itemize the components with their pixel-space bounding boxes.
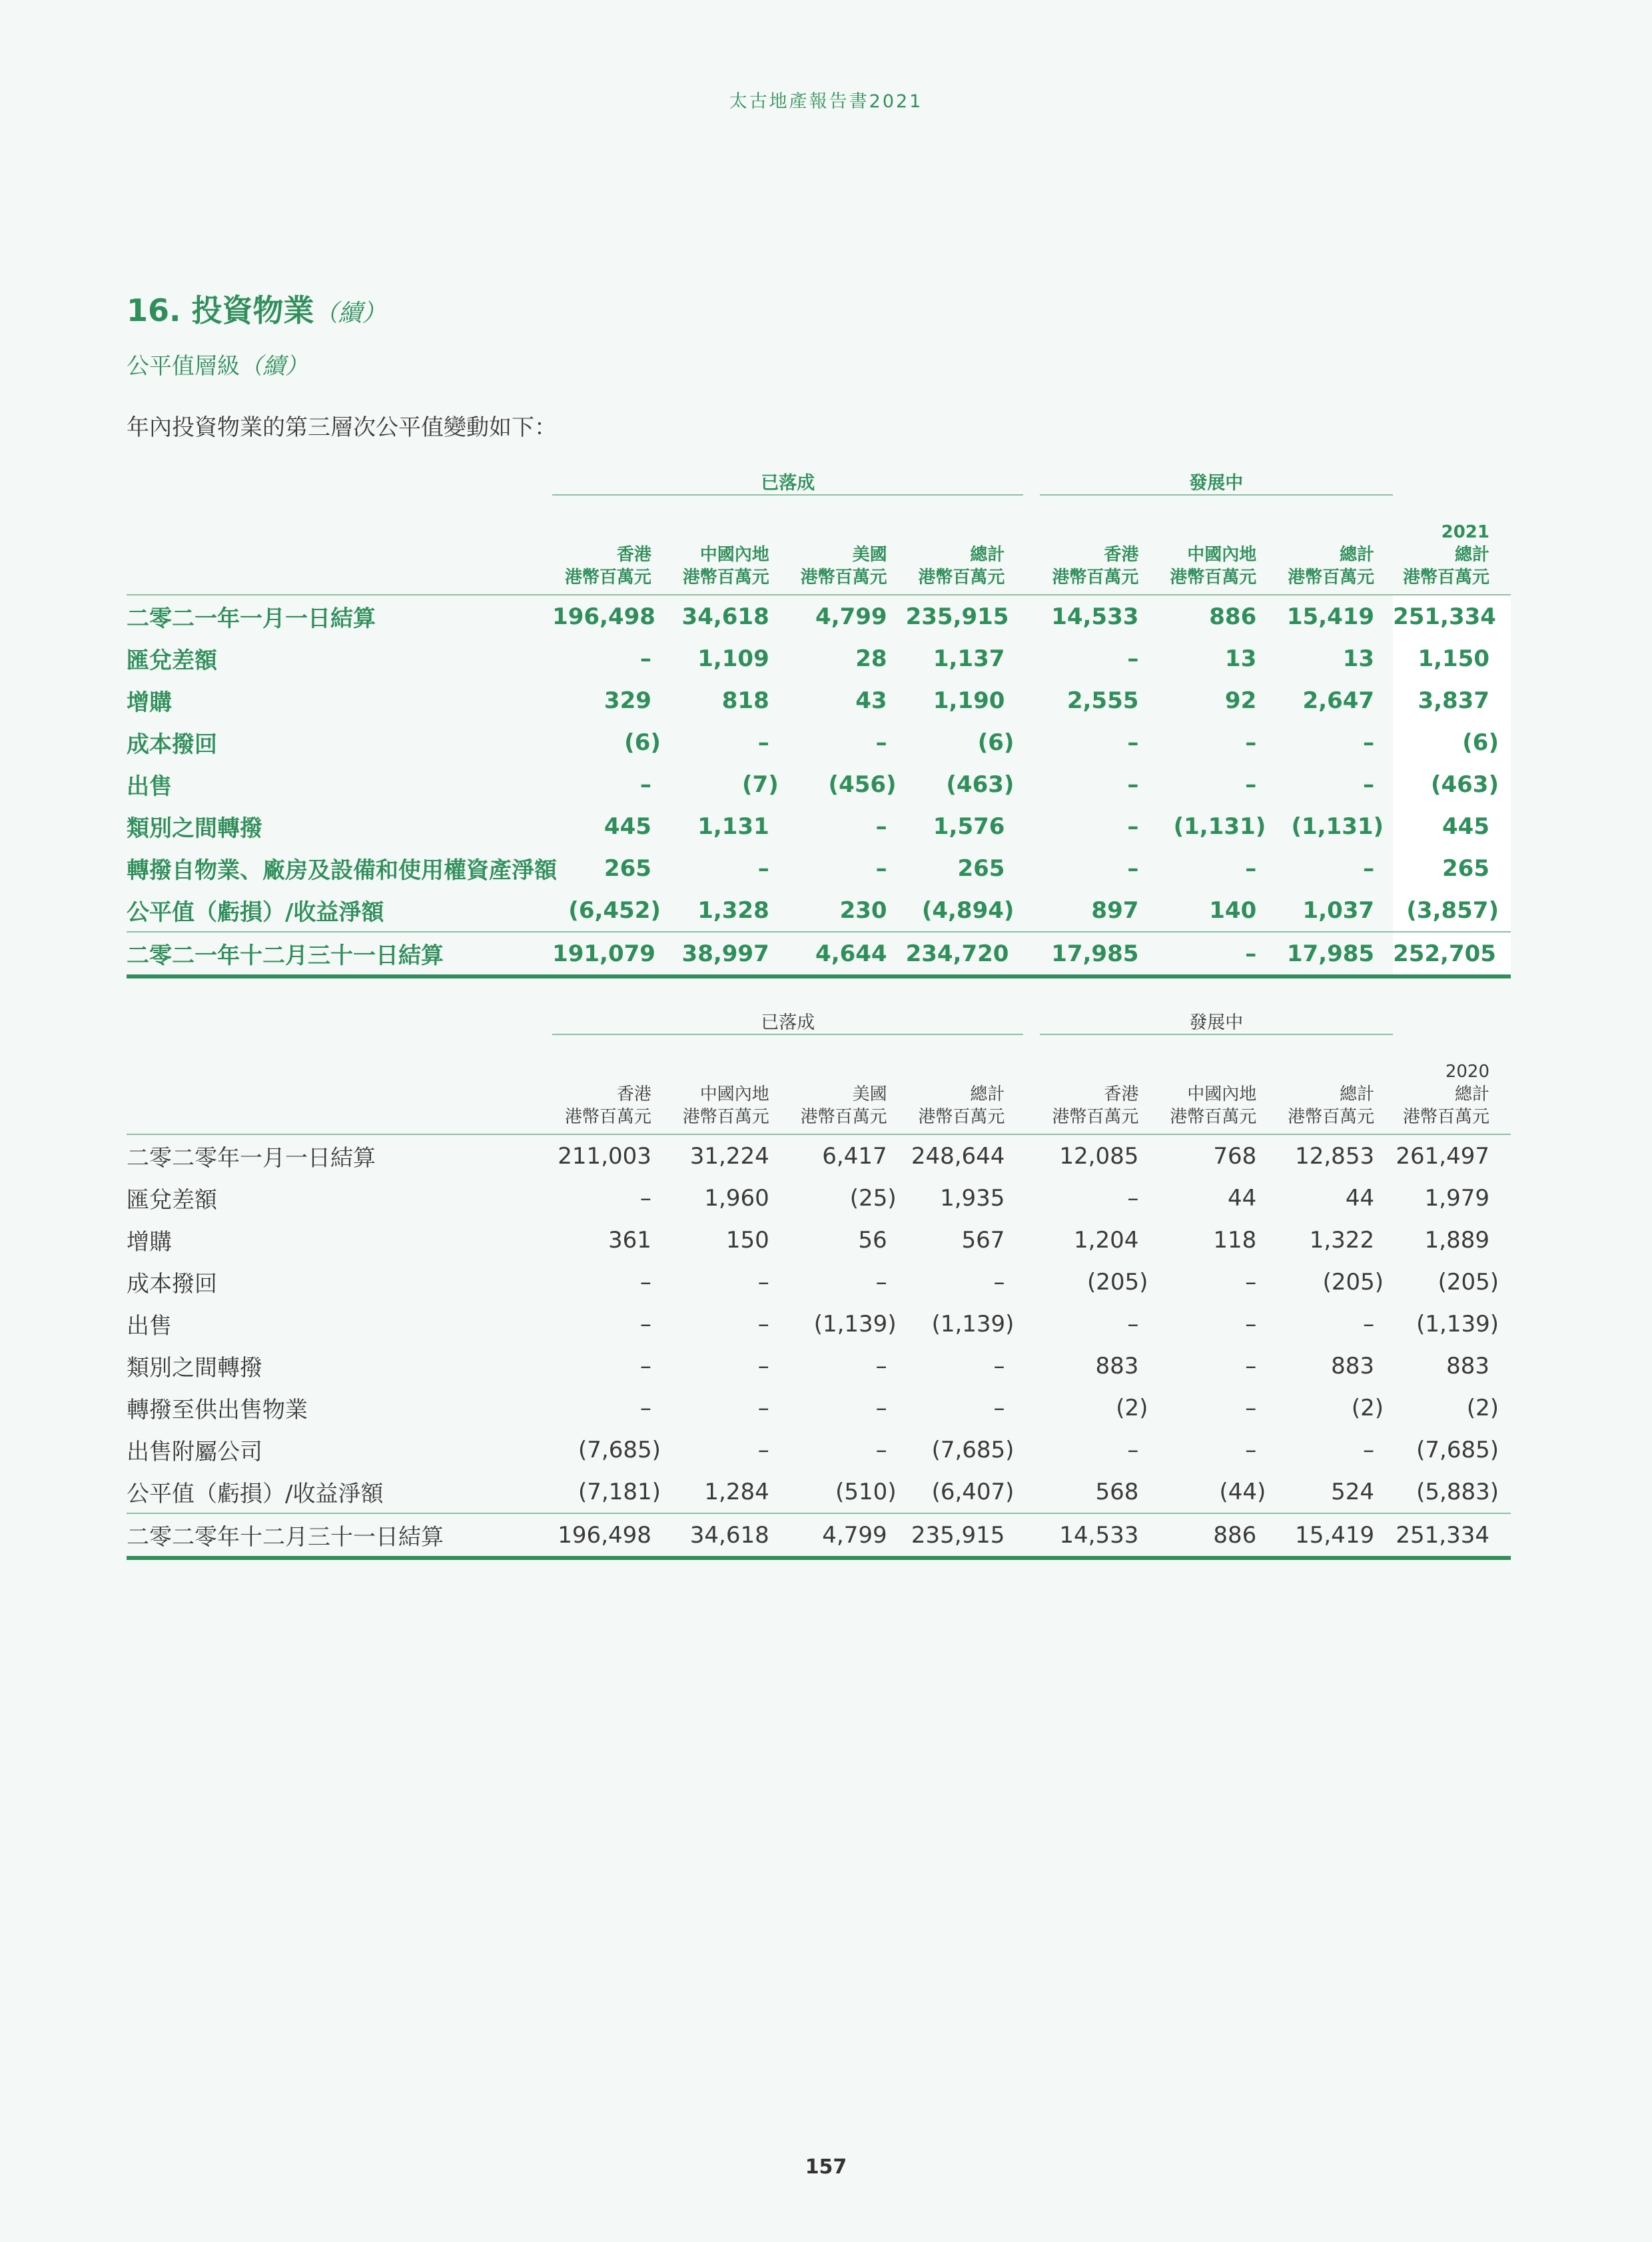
column-header-gap bbox=[1023, 495, 1039, 595]
table-row bbox=[127, 721, 1511, 763]
cell-value: 897 bbox=[1091, 897, 1139, 924]
table-row bbox=[127, 1345, 1511, 1387]
cell-value: (205) bbox=[1086, 1268, 1148, 1296]
table-row bbox=[127, 1471, 1511, 1513]
cell-value: 4,799 bbox=[788, 1513, 906, 1558]
cell-value: (7,181) bbox=[578, 1478, 661, 1505]
group-header-row bbox=[127, 465, 1511, 495]
cell-value: 524 bbox=[1331, 1478, 1375, 1505]
row-gap bbox=[1023, 1261, 1039, 1303]
section-title-text: 16. 投資物業 bbox=[127, 292, 314, 328]
group-header-development: 發展中 bbox=[1040, 1004, 1394, 1034]
table-row bbox=[127, 1219, 1511, 1261]
subsection-title bbox=[127, 348, 308, 380]
row-label: 匯兌差額 bbox=[127, 647, 217, 674]
row-label: 二零二零年十二月三十一日結算 bbox=[127, 1513, 552, 1558]
table-row bbox=[127, 1261, 1511, 1303]
table-2020 bbox=[127, 1004, 1511, 1560]
column-header-line1: 總計 bbox=[970, 545, 1005, 565]
row-gap bbox=[1023, 721, 1039, 763]
row-label: 轉撥至供出售物業 bbox=[127, 1397, 308, 1423]
column-header-blank bbox=[127, 1034, 552, 1134]
column-header-line1: 總計 bbox=[1340, 545, 1375, 565]
table-row bbox=[127, 679, 1511, 721]
cell-value: 1,328 bbox=[697, 897, 769, 924]
cell-value: 235,915 bbox=[906, 1513, 1024, 1558]
cell-value: 12,085 bbox=[1059, 1142, 1139, 1170]
column-header-line1: 香港 bbox=[1104, 545, 1139, 565]
cell-value: 252,705 bbox=[1393, 932, 1511, 976]
cell-value: – bbox=[757, 1394, 769, 1421]
table-row bbox=[127, 847, 1511, 889]
cell-value: – bbox=[1363, 771, 1375, 798]
cell-value: 13 bbox=[1342, 645, 1375, 672]
cell-value: (7,685) bbox=[578, 1436, 661, 1463]
cell-value: 2,647 bbox=[1302, 687, 1375, 714]
cell-value: 1,190 bbox=[933, 687, 1005, 714]
cell-value: 1,204 bbox=[1074, 1226, 1139, 1254]
subsection-title-continued: （續） bbox=[240, 353, 308, 380]
cell-value: 1,131 bbox=[697, 813, 769, 840]
section-title-continued: （續） bbox=[314, 300, 386, 327]
column-header-line2: 港幣百萬元 bbox=[918, 567, 1005, 587]
cell-value: (1,139) bbox=[813, 1310, 897, 1337]
cell-value: 34,618 bbox=[670, 1513, 788, 1558]
column-header bbox=[670, 495, 788, 595]
cell-value: (1,139) bbox=[1416, 1310, 1499, 1337]
total-row bbox=[127, 932, 1511, 976]
row-label: 出售附屬公司 bbox=[127, 1439, 262, 1465]
row-gap bbox=[1023, 1345, 1039, 1387]
cell-value: 15,419 bbox=[1286, 603, 1375, 630]
cell-value: (1,131) bbox=[1291, 813, 1384, 840]
group-header-blank bbox=[127, 465, 552, 495]
cell-value: (6,407) bbox=[931, 1478, 1015, 1505]
cell-value: 886 bbox=[1157, 1513, 1275, 1558]
row-gap bbox=[1023, 595, 1039, 637]
cell-value: – bbox=[875, 1394, 887, 1421]
intro-paragraph: 年內投資物業的第三層次公平值變動如下： bbox=[127, 414, 557, 441]
column-header bbox=[906, 495, 1024, 595]
column-header-row bbox=[127, 495, 1511, 595]
cell-value: (2) bbox=[1116, 1394, 1148, 1421]
total-row bbox=[127, 1513, 1511, 1558]
cell-value: – bbox=[757, 1352, 769, 1379]
cell-value: 1,935 bbox=[940, 1184, 1005, 1212]
row-label: 二零二一年十二月三十一日結算 bbox=[127, 932, 552, 976]
cell-value: (2) bbox=[1351, 1394, 1384, 1421]
column-header-line1: 中國內地 bbox=[699, 545, 769, 565]
cell-value: (7,685) bbox=[1416, 1436, 1499, 1463]
cell-value: 768 bbox=[1213, 1142, 1257, 1170]
row-gap bbox=[1023, 847, 1039, 889]
cell-value: 38,997 bbox=[670, 932, 788, 976]
cell-value: – bbox=[639, 645, 651, 672]
cell-value: 265 bbox=[604, 855, 651, 882]
cell-value: 196,498 bbox=[552, 603, 655, 630]
row-gap bbox=[1023, 679, 1039, 721]
column-header bbox=[552, 1034, 670, 1134]
cell-value: – bbox=[875, 1436, 887, 1463]
table-row bbox=[127, 763, 1511, 805]
column-header-line1: 總計 bbox=[1454, 545, 1489, 565]
cell-value: 31,224 bbox=[689, 1142, 769, 1170]
table-row bbox=[127, 637, 1511, 679]
column-header-line2: 港幣百萬元 bbox=[564, 567, 651, 587]
cell-value: (6) bbox=[977, 729, 1015, 756]
cell-value: (205) bbox=[1438, 1268, 1499, 1296]
cell-value: 14,533 bbox=[1040, 1513, 1158, 1558]
table-row bbox=[127, 805, 1511, 847]
column-header-line2: 港幣百萬元 bbox=[1402, 567, 1489, 587]
cell-value: 818 bbox=[721, 687, 769, 714]
cell-value: 251,334 bbox=[1393, 1513, 1511, 1558]
cell-value: – bbox=[757, 1310, 769, 1337]
cell-value: – bbox=[875, 1352, 887, 1379]
column-header-line2: 港幣百萬元 bbox=[1052, 1107, 1139, 1127]
row-gap bbox=[1023, 1513, 1039, 1558]
cell-value: 567 bbox=[961, 1226, 1005, 1254]
cell-value: – bbox=[875, 855, 887, 882]
cell-value: – bbox=[993, 1394, 1005, 1421]
group-header-blank bbox=[1393, 1004, 1511, 1034]
column-header-line2: 港幣百萬元 bbox=[800, 1107, 887, 1127]
cell-value: – bbox=[757, 855, 769, 882]
group-header-blank bbox=[127, 1004, 552, 1034]
column-header bbox=[1157, 1034, 1275, 1134]
column-header-line1: 總計 bbox=[1340, 1084, 1375, 1104]
cell-value: – bbox=[639, 771, 651, 798]
cell-value: 886 bbox=[1209, 603, 1257, 630]
column-header-year: 2020 bbox=[1445, 1062, 1489, 1082]
column-header-line2: 港幣百萬元 bbox=[1170, 567, 1257, 587]
column-header-line2: 港幣百萬元 bbox=[1402, 1107, 1489, 1127]
cell-value: 1,109 bbox=[697, 645, 769, 672]
cell-value: 1,960 bbox=[704, 1184, 769, 1212]
group-header-gap bbox=[1023, 465, 1039, 495]
cell-value: – bbox=[757, 1268, 769, 1296]
cell-value: (7,685) bbox=[931, 1436, 1015, 1463]
cell-value: (6) bbox=[624, 729, 661, 756]
cell-value: – bbox=[639, 1394, 651, 1421]
cell-value: 1,322 bbox=[1309, 1226, 1375, 1254]
table-2021 bbox=[127, 465, 1511, 978]
cell-value: 883 bbox=[1446, 1352, 1489, 1379]
row-gap bbox=[1023, 763, 1039, 805]
cell-value: 118 bbox=[1213, 1226, 1257, 1254]
row-gap bbox=[1023, 1177, 1039, 1219]
cell-value: – bbox=[1245, 729, 1257, 756]
cell-value: (510) bbox=[835, 1478, 897, 1505]
table-row bbox=[127, 1134, 1511, 1177]
column-header-line1: 香港 bbox=[616, 545, 651, 565]
cell-value: 44 bbox=[1227, 1184, 1257, 1212]
cell-value: 883 bbox=[1095, 1352, 1139, 1379]
cell-value: (7) bbox=[742, 771, 779, 798]
group-header-development: 發展中 bbox=[1040, 465, 1394, 495]
cell-value: – bbox=[757, 1436, 769, 1463]
cell-value: – bbox=[875, 813, 887, 840]
row-gap bbox=[1023, 1134, 1039, 1177]
cell-value: (25) bbox=[849, 1184, 897, 1212]
column-header-line2: 港幣百萬元 bbox=[1288, 567, 1375, 587]
cell-value: – bbox=[639, 1352, 651, 1379]
row-gap bbox=[1023, 1303, 1039, 1345]
cell-value: 234,720 bbox=[906, 932, 1024, 976]
cell-value: 568 bbox=[1095, 1478, 1139, 1505]
cell-value: (44) bbox=[1219, 1478, 1266, 1505]
cell-value: – bbox=[639, 1310, 651, 1337]
column-header bbox=[1275, 1034, 1393, 1134]
row-label: 增購 bbox=[127, 689, 172, 716]
column-header bbox=[1157, 495, 1275, 595]
column-header-line2: 港幣百萬元 bbox=[1288, 1107, 1375, 1127]
cell-value: 265 bbox=[1393, 847, 1511, 889]
group-header-completed: 已落成 bbox=[552, 1004, 1023, 1034]
cell-value: (3,857) bbox=[1393, 889, 1511, 932]
cell-value: – bbox=[1245, 1394, 1257, 1421]
cell-value: 230 bbox=[839, 897, 887, 924]
table-row bbox=[127, 595, 1511, 637]
cell-value: – bbox=[1245, 1436, 1257, 1463]
cell-value: 1,137 bbox=[933, 645, 1005, 672]
cell-value: – bbox=[1363, 1436, 1375, 1463]
row-label: 出售 bbox=[127, 1313, 172, 1339]
row-gap bbox=[1023, 1387, 1039, 1429]
column-header bbox=[1040, 495, 1158, 595]
cell-value: – bbox=[1245, 855, 1257, 882]
cell-value: 1,889 bbox=[1424, 1226, 1489, 1254]
cell-value: 445 bbox=[604, 813, 651, 840]
cell-value: – bbox=[639, 1184, 651, 1212]
cell-value: 361 bbox=[608, 1226, 651, 1254]
column-header bbox=[1393, 495, 1511, 595]
column-header-line2: 港幣百萬元 bbox=[682, 567, 769, 587]
column-header bbox=[788, 1034, 906, 1134]
column-header-line1: 中國內地 bbox=[1187, 1084, 1257, 1104]
cell-value: 34,618 bbox=[681, 603, 769, 630]
group-header-completed: 已落成 bbox=[552, 465, 1023, 495]
column-header bbox=[788, 495, 906, 595]
cell-value: – bbox=[1245, 1352, 1257, 1379]
cell-value: 6,417 bbox=[822, 1142, 887, 1170]
column-header-line2: 港幣百萬元 bbox=[918, 1107, 1005, 1127]
section-title bbox=[127, 286, 386, 330]
cell-value: – bbox=[1127, 813, 1139, 840]
cell-value: 1,150 bbox=[1393, 637, 1511, 679]
subsection-title-text: 公平值層級 bbox=[127, 353, 240, 380]
cell-value: – bbox=[1127, 771, 1139, 798]
cell-value: – bbox=[993, 1268, 1005, 1296]
row-label: 二零二一年一月一日結算 bbox=[127, 605, 376, 632]
row-gap bbox=[1023, 805, 1039, 847]
cell-value: – bbox=[1363, 729, 1375, 756]
cell-value: – bbox=[1127, 1310, 1139, 1337]
column-header-blank bbox=[127, 495, 552, 595]
cell-value: – bbox=[1363, 1310, 1375, 1337]
cell-value: – bbox=[993, 1352, 1005, 1379]
cell-value: – bbox=[1245, 771, 1257, 798]
cell-value: 44 bbox=[1345, 1184, 1375, 1212]
cell-value: 13 bbox=[1224, 645, 1257, 672]
row-gap bbox=[1023, 1429, 1039, 1471]
row-label: 公平值（虧損）/收益淨額 bbox=[127, 899, 384, 926]
group-header-blank bbox=[1393, 465, 1511, 495]
column-header-line2: 港幣百萬元 bbox=[682, 1107, 769, 1127]
cell-value: (1,139) bbox=[931, 1310, 1015, 1337]
cell-value: 211,003 bbox=[558, 1142, 651, 1170]
cell-value: (463) bbox=[946, 771, 1015, 798]
cell-value: 4,799 bbox=[815, 603, 887, 630]
row-label: 匯兌差額 bbox=[127, 1187, 217, 1214]
cell-value: 261,497 bbox=[1396, 1142, 1489, 1170]
column-header bbox=[1393, 1034, 1511, 1134]
cell-value: – bbox=[875, 729, 887, 756]
row-gap bbox=[1023, 637, 1039, 679]
cell-value: 140 bbox=[1209, 897, 1257, 924]
cell-value: 248,644 bbox=[911, 1142, 1005, 1170]
cell-value: 1,037 bbox=[1302, 897, 1375, 924]
column-header-line1: 美國 bbox=[852, 1084, 887, 1104]
cell-value: 43 bbox=[855, 687, 887, 714]
running-header: 太古地產報告書2021 bbox=[729, 91, 923, 112]
cell-value: (1,131) bbox=[1173, 813, 1266, 840]
cell-value: (463) bbox=[1393, 763, 1511, 805]
table-row bbox=[127, 1387, 1511, 1429]
group-header-row bbox=[127, 1004, 1511, 1034]
cell-value: 17,985 bbox=[1275, 932, 1393, 976]
cell-value: – bbox=[1127, 855, 1139, 882]
cell-value: – bbox=[1245, 1268, 1257, 1296]
row-gap bbox=[1023, 1219, 1039, 1261]
cell-value: (6) bbox=[1393, 721, 1511, 763]
row-label: 增購 bbox=[127, 1229, 172, 1256]
cell-value: 196,498 bbox=[552, 1513, 670, 1558]
cell-value: 329 bbox=[604, 687, 651, 714]
row-label: 成本撥回 bbox=[127, 1271, 217, 1298]
row-gap bbox=[1023, 932, 1039, 976]
row-label: 轉撥自物業、廠房及設備和使用權資產淨額 bbox=[127, 857, 557, 884]
column-header-row bbox=[127, 1034, 1511, 1134]
cell-value: 265 bbox=[957, 855, 1005, 882]
cell-value: 883 bbox=[1331, 1352, 1375, 1379]
row-gap bbox=[1023, 889, 1039, 932]
column-header-line1: 中國內地 bbox=[699, 1084, 769, 1104]
cell-value: 3,837 bbox=[1393, 679, 1511, 721]
cell-value: 28 bbox=[855, 645, 887, 672]
cell-value: – bbox=[1245, 1310, 1257, 1337]
cell-value: 15,419 bbox=[1275, 1513, 1393, 1558]
column-header bbox=[552, 495, 670, 595]
cell-value: (5,883) bbox=[1416, 1478, 1499, 1505]
row-label: 二零二零年一月一日結算 bbox=[127, 1145, 376, 1172]
cell-value: 17,985 bbox=[1040, 932, 1158, 976]
cell-value: – bbox=[1127, 645, 1139, 672]
column-header-line2: 港幣百萬元 bbox=[800, 567, 887, 587]
cell-value: 235,915 bbox=[905, 603, 1009, 630]
row-gap bbox=[1023, 1471, 1039, 1513]
column-header bbox=[1275, 495, 1393, 595]
cell-value: 56 bbox=[858, 1226, 887, 1254]
cell-value: 191,079 bbox=[552, 932, 670, 976]
cell-value: 12,853 bbox=[1295, 1142, 1375, 1170]
cell-value: – bbox=[1127, 1436, 1139, 1463]
group-header-gap bbox=[1023, 1004, 1039, 1034]
column-header bbox=[906, 1034, 1024, 1134]
cell-value: 1,576 bbox=[933, 813, 1005, 840]
cell-value: 445 bbox=[1393, 805, 1511, 847]
column-header-gap bbox=[1023, 1034, 1039, 1134]
table-row bbox=[127, 1303, 1511, 1345]
cell-value: – bbox=[1127, 1184, 1139, 1212]
row-label: 出售 bbox=[127, 773, 172, 800]
cell-value: (4,894) bbox=[921, 897, 1015, 924]
column-header-line1: 總計 bbox=[1454, 1084, 1489, 1104]
column-header-line2: 港幣百萬元 bbox=[1052, 567, 1139, 587]
cell-value: 4,644 bbox=[788, 932, 906, 976]
cell-value: – bbox=[1157, 932, 1275, 976]
cell-value: (2) bbox=[1466, 1394, 1499, 1421]
column-header-line2: 港幣百萬元 bbox=[1170, 1107, 1257, 1127]
cell-value: – bbox=[1127, 729, 1139, 756]
row-label: 成本撥回 bbox=[127, 731, 217, 758]
column-header bbox=[670, 1034, 788, 1134]
cell-value: 14,533 bbox=[1051, 603, 1139, 630]
column-header-line1: 香港 bbox=[1104, 1084, 1139, 1104]
row-label: 類別之間轉撥 bbox=[127, 1355, 262, 1381]
table-row bbox=[127, 1177, 1511, 1219]
cell-value: 1,979 bbox=[1424, 1184, 1489, 1212]
page-number: 157 bbox=[805, 2155, 847, 2179]
column-header-line1: 總計 bbox=[970, 1084, 1005, 1104]
cell-value: (205) bbox=[1322, 1268, 1384, 1296]
cell-value: 92 bbox=[1224, 687, 1257, 714]
cell-value: – bbox=[1363, 855, 1375, 882]
cell-value: 1,284 bbox=[704, 1478, 769, 1505]
column-header-line1: 美國 bbox=[852, 545, 887, 565]
cell-value: – bbox=[639, 1268, 651, 1296]
cell-value: 251,334 bbox=[1393, 595, 1511, 637]
table-row bbox=[127, 1429, 1511, 1471]
cell-value: – bbox=[757, 729, 769, 756]
cell-value: (456) bbox=[828, 771, 897, 798]
column-header-line2: 港幣百萬元 bbox=[564, 1107, 651, 1127]
table-row bbox=[127, 889, 1511, 932]
cell-value: – bbox=[875, 1268, 887, 1296]
cell-value: 150 bbox=[725, 1226, 769, 1254]
cell-value: 2,555 bbox=[1066, 687, 1139, 714]
row-label: 類別之間轉撥 bbox=[127, 815, 262, 842]
column-header bbox=[1040, 1034, 1158, 1134]
cell-value: (6,452) bbox=[568, 897, 661, 924]
column-header-line1: 香港 bbox=[616, 1084, 651, 1104]
column-header-year: 2021 bbox=[1441, 522, 1489, 542]
column-header-line1: 中國內地 bbox=[1187, 545, 1257, 565]
row-label: 公平值（虧損）/收益淨額 bbox=[127, 1481, 384, 1507]
